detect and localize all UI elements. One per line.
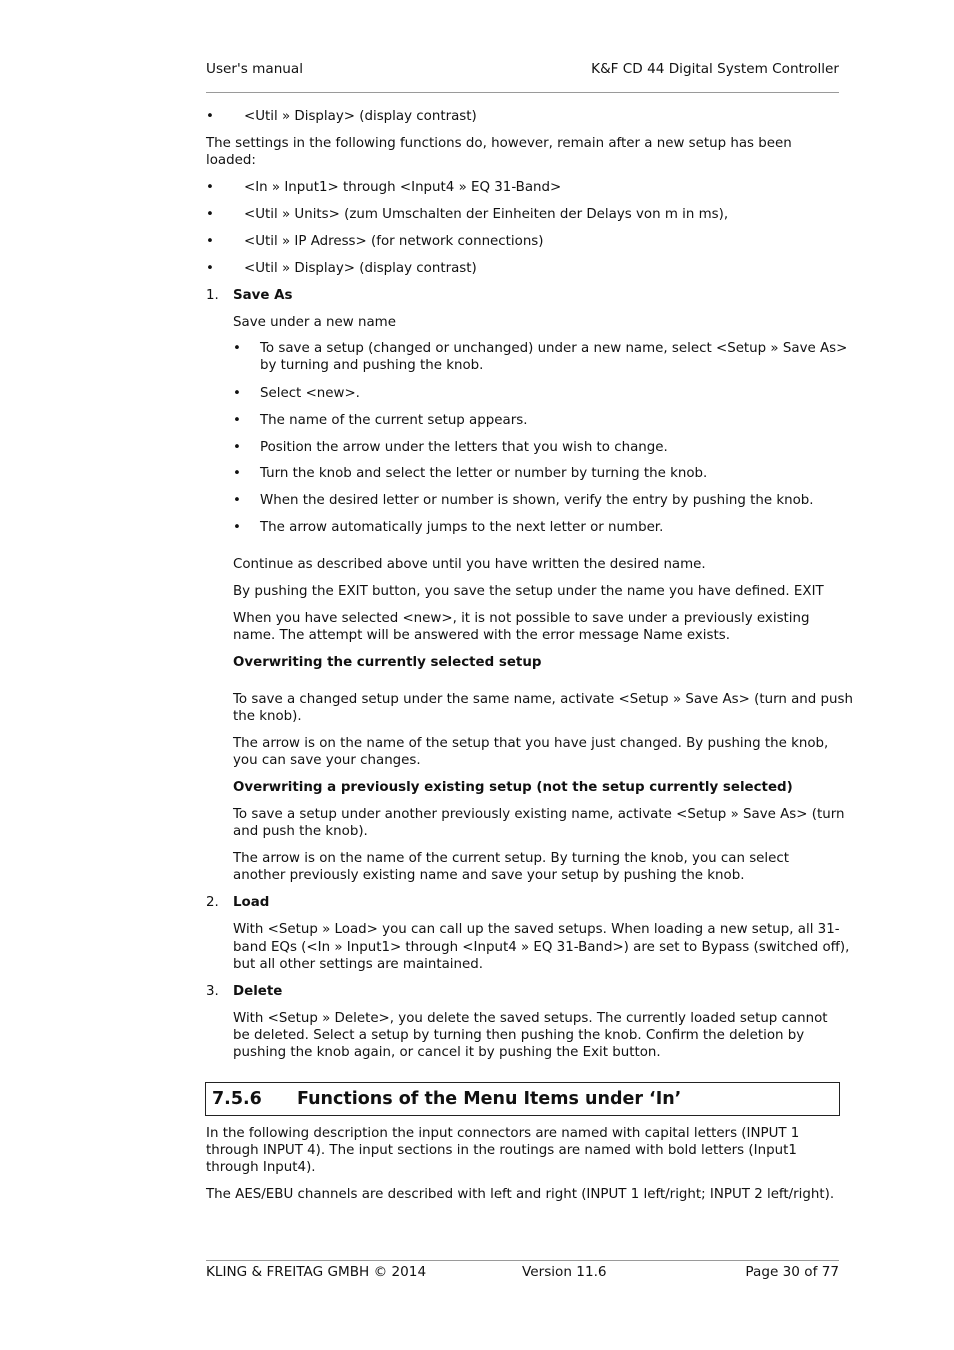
- footer-copyright: KLING & FREITAG GMBH © 2014: [206, 1264, 427, 1280]
- list-item: <In » Input1> through <Input4 » EQ 31-Band>: [244, 180, 562, 195]
- list-item: Select <new>.: [260, 386, 360, 401]
- header-manual-label: User's manual: [206, 61, 304, 77]
- bullet-marker: •: [206, 207, 214, 222]
- step-number: 1.: [206, 288, 219, 303]
- paragraph-line: The arrow is on the name of the current setup. By turning the knob, you can select: [233, 851, 789, 866]
- paragraph-line: To save a changed setup under the same name, activate <Setup » Save As> (turn and push: [233, 692, 854, 707]
- paragraph-line: be deleted. Select a setup by turning then pushing the knob. Confirm the deletion by: [233, 1028, 805, 1043]
- paragraph-line: another previously existing name and save your setup by pushing the knob.: [233, 868, 745, 883]
- page-header: [206, 61, 839, 79]
- bullet-marker: •: [206, 180, 214, 195]
- step-title: Load: [233, 895, 270, 910]
- footer-page-number: Page 30 of 77: [745, 1264, 839, 1280]
- list-item: <Util » IP Adress> (for network connections): [244, 234, 544, 249]
- bullet-marker: •: [206, 234, 214, 249]
- bullet-marker: •: [233, 341, 241, 356]
- paragraph-line: pushing the knob again, or cancel it by pushing the Exit button.: [233, 1045, 661, 1060]
- paragraph-line: The AES/EBU channels are described with left and right (INPUT 1 left/right; INPUT 2 left/right).: [206, 1187, 835, 1202]
- subheading: Overwriting the currently selected setup: [233, 655, 542, 670]
- footer-rule: [206, 1260, 839, 1261]
- list-item: <Util » Display> (display contrast): [244, 261, 477, 276]
- page-footer: [206, 1264, 839, 1282]
- paragraph-line: band EQs (<In » Input1> through <Input4 » EQ 31-Band>) are set to Bypass (switched off),: [233, 940, 850, 955]
- step-title: Save As: [233, 288, 293, 303]
- bullet-marker: •: [233, 386, 241, 401]
- section-title: Functions of the Menu Items under ‘In’: [297, 1089, 682, 1109]
- list-item: <Util » Display> (display contrast): [244, 109, 477, 124]
- paragraph-line: Continue as described above until you have written the desired name.: [233, 557, 706, 572]
- bullet-marker: •: [233, 493, 241, 508]
- step-number: 2.: [206, 895, 219, 910]
- header-product-title: K&F CD 44 Digital System Controller: [591, 61, 839, 77]
- step-number: 3.: [206, 984, 219, 999]
- list-item: by turning and pushing the knob.: [260, 358, 484, 373]
- bullet-marker: •: [206, 109, 214, 124]
- paragraph-line: In the following description the input connectors are named with capital letters (INPUT 1: [206, 1126, 800, 1141]
- bullet-marker: •: [233, 520, 241, 535]
- list-item: <Util » Units> (zum Umschalten der Einheiten der Delays von m in ms),: [244, 207, 729, 222]
- paragraph-line: name. The attempt will be answered with the error message Name exists.: [233, 628, 730, 643]
- paragraph-line: When you have selected <new>, it is not possible to save under a previously existing: [233, 611, 810, 626]
- section-number: 7.5.6: [212, 1089, 262, 1109]
- paragraph-line: The arrow is on the name of the setup that you have just changed. By pushing the knob,: [233, 736, 829, 751]
- header-rule: [206, 92, 839, 93]
- bullet-marker: •: [233, 413, 241, 428]
- list-item: Turn the knob and select the letter or number by turning the knob.: [260, 466, 708, 481]
- paragraph-line: through Input4).: [206, 1160, 316, 1175]
- section-heading: [205, 1082, 840, 1116]
- list-item: The arrow automatically jumps to the next letter or number.: [260, 520, 664, 535]
- paragraph-line: and push the knob).: [233, 824, 368, 839]
- list-item: The name of the current setup appears.: [260, 413, 528, 428]
- subheading: Overwriting a previously existing setup (not the setup currently selected): [233, 780, 793, 795]
- paragraph-line: but all other settings are maintained.: [233, 957, 484, 972]
- step-subtitle: Save under a new name: [233, 315, 396, 330]
- paragraph-line: the knob).: [233, 709, 302, 724]
- step-title: Delete: [233, 984, 283, 999]
- bullet-marker: •: [233, 440, 241, 455]
- list-item: When the desired letter or number is shown, verify the entry by pushing the knob.: [260, 493, 814, 508]
- paragraph-line: By pushing the EXIT button, you save the setup under the name you have defined. EXIT: [233, 584, 824, 599]
- paragraph-line: With <Setup » Load> you can call up the saved setups. When loading a new setup, all 31-: [233, 922, 840, 937]
- paragraph-line: you can save your changes.: [233, 753, 421, 768]
- bullet-marker: •: [206, 261, 214, 276]
- bullet-marker: •: [233, 466, 241, 481]
- list-item: To save a setup (changed or unchanged) under a new name, select <Setup » Save As>: [260, 341, 848, 356]
- paragraph-line: The settings in the following functions do, however, remain after a new setup has been: [206, 136, 792, 151]
- paragraph-line: loaded:: [206, 153, 256, 168]
- paragraph-line: With <Setup » Delete>, you delete the saved setups. The currently loaded setup cannot: [233, 1011, 828, 1026]
- list-item: Position the arrow under the letters that you wish to change.: [260, 440, 668, 455]
- paragraph-line: through INPUT 4). The input sections in the routings are named with bold letters (Input1: [206, 1143, 797, 1158]
- footer-version: Version 11.6: [522, 1264, 607, 1280]
- paragraph-line: To save a setup under another previously existing name, activate <Setup » Save As> (turn: [233, 807, 845, 822]
